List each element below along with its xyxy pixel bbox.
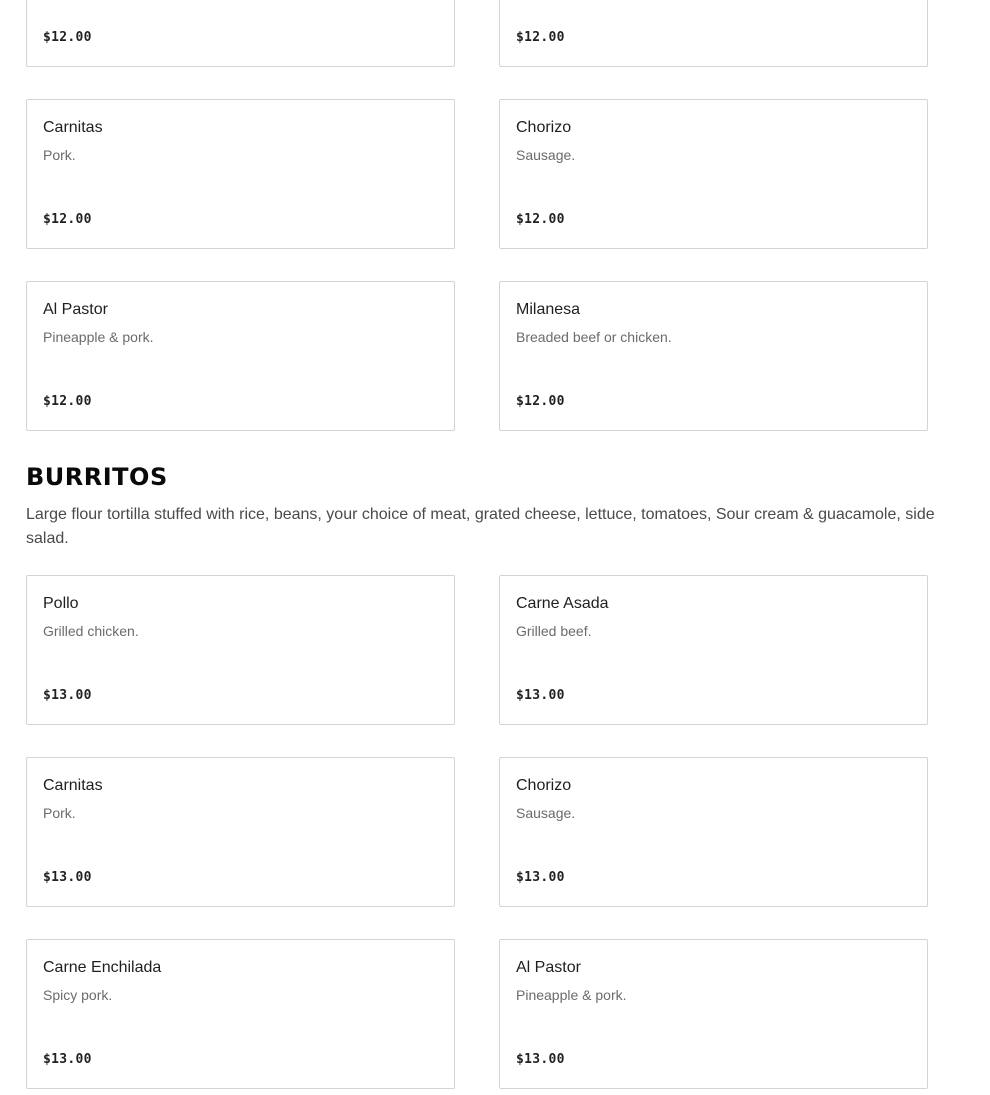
menu-item-price: $12.00 — [43, 30, 92, 45]
menu-item-card[interactable] — [499, 281, 928, 431]
menu-item-description: Spicy pork. — [43, 987, 113, 1003]
menu-item-name: Carne Asada — [516, 595, 609, 612]
section-description: Large flour tortilla stuffed with rice, beans, your choice of meat, grated cheese, lettuce, tomatoes, Sour cream & guacamole, side salad. — [26, 506, 935, 547]
menu-item-price: $13.00 — [43, 1052, 92, 1067]
menu-item-price: $12.00 — [516, 212, 565, 227]
menu-item-price: $13.00 — [43, 870, 92, 885]
menu-item-price: $13.00 — [516, 688, 565, 703]
menu-item-card[interactable] — [26, 757, 455, 907]
menu-item-name: Chorizo — [516, 119, 572, 136]
menu-item-card[interactable] — [499, 575, 928, 725]
menu-item-price: $13.00 — [516, 870, 565, 885]
menu-item-card[interactable] — [499, 99, 928, 249]
menu-item-name: Al Pastor — [516, 959, 581, 976]
menu-item-description: Pork. — [43, 805, 76, 821]
menu-item-name: Al Pastor — [43, 301, 108, 318]
menu-item-description: Sausage. — [516, 805, 576, 821]
menu-item-price: $12.00 — [43, 394, 92, 409]
menu-item-description: Sausage. — [516, 147, 576, 163]
menu-item-description: Pineapple & pork. — [516, 987, 627, 1003]
menu-item-name: Pollo — [43, 595, 79, 612]
menu-item-price: $13.00 — [516, 1052, 565, 1067]
menu-item-price: $12.00 — [43, 212, 92, 227]
menu-item-card[interactable] — [26, 939, 455, 1089]
menu-item-price: $12.00 — [516, 30, 565, 45]
menu-item-name: Carnitas — [43, 119, 103, 136]
menu-item-description: Pineapple & pork. — [43, 329, 154, 345]
menu-item-card[interactable] — [26, 0, 455, 67]
menu-item-description: Breaded beef or chicken. — [516, 329, 672, 345]
menu-item-name: Carnitas — [43, 777, 103, 794]
menu-item-card[interactable] — [26, 281, 455, 431]
menu-item-name: Milanesa — [516, 301, 581, 318]
menu-item-description: Pork. — [43, 147, 76, 163]
menu-item-price: $12.00 — [516, 394, 565, 409]
menu-item-card[interactable] — [26, 575, 455, 725]
menu-item-description: Grilled chicken. — [43, 623, 139, 639]
menu-item-name: Chorizo — [516, 777, 572, 794]
menu-item-card[interactable] — [499, 757, 928, 907]
menu-item-card[interactable] — [499, 0, 928, 67]
menu-item-card[interactable] — [26, 99, 455, 249]
menu-item-price: $13.00 — [43, 688, 92, 703]
menu-item-card[interactable] — [499, 939, 928, 1089]
menu-item-name: Carne Enchilada — [43, 959, 162, 976]
menu-item-description: Grilled beef. — [516, 623, 592, 639]
section-title: BURRITOS — [26, 463, 168, 491]
